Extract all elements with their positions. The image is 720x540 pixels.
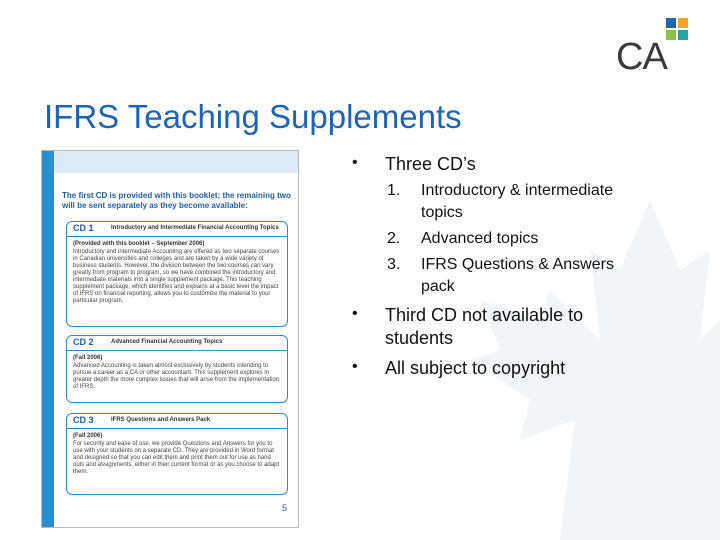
subitem-3-num: 3. bbox=[387, 256, 401, 273]
booklet-intro: The first CD is provided with this booklet; the remaining two will be sent separately as they become available: bbox=[62, 191, 291, 210]
cd1-body: Introductory and intermediate Accounting are offered as two separate courses in Canadian universities and colleges and are taken by a wide variety of business students. However, the division between the two courses can vary greatly from program to program, so we have combined the introductory and intermediate materials into a single supplement package. This teaching supplement package, which identifies and explains at a basic level the impact of IFRS on financial reporting, allows you to customize the material to your particular program. bbox=[73, 249, 280, 304]
cd2-heading: Advanced Financial Accounting Topics bbox=[111, 339, 223, 345]
booklet-top-bar bbox=[54, 151, 298, 173]
cd1-box bbox=[66, 221, 288, 327]
booklet-side-strip bbox=[42, 151, 54, 527]
bullet-2-line-2: students bbox=[385, 328, 454, 348]
bullet-1-text: Three CD’s bbox=[385, 154, 476, 174]
cd3-tag: CD 3 bbox=[73, 415, 94, 425]
cd1-tag: CD 1 bbox=[73, 223, 94, 233]
bullet-3-line-1: All subject to copyright bbox=[385, 358, 566, 378]
bullet-marker: • bbox=[352, 154, 358, 171]
booklet-page-image bbox=[41, 150, 299, 528]
bullet-2-line-1: Third CD not available to bbox=[385, 305, 584, 325]
slide-title: IFRS Teaching Supplements bbox=[44, 98, 462, 135]
cd3-body: For security and ease of use, we provide Questions and Answers for you to use with your students on a separate CD. They are provided in Word format and designed so that you can edit them and print them out for use as hand outs and assignments, either in their current format or as you choose to adapt them. bbox=[73, 441, 280, 475]
subitem-1-num: 1. bbox=[387, 182, 401, 199]
booklet-page-number: 5 bbox=[282, 503, 288, 513]
logo-text: CA bbox=[616, 36, 667, 78]
subitem-2-num: 2. bbox=[387, 230, 401, 247]
bullet-marker: • bbox=[352, 305, 358, 322]
ca-logo bbox=[614, 18, 700, 78]
subitem-1-line-1: Introductory & intermediate bbox=[421, 182, 614, 199]
cd1-sub: (Provided with this booklet – September 2006) bbox=[73, 241, 205, 247]
cd3-sub: (Fall 2006) bbox=[73, 433, 103, 439]
cd1-heading: Introductory and Intermediate Financial Accounting Topics bbox=[111, 225, 279, 231]
subitem-3-line-1: IFRS Questions & Answers bbox=[421, 256, 614, 273]
cd2-sub: (Fall 2006) bbox=[73, 355, 103, 361]
cd2-tag: CD 2 bbox=[73, 337, 94, 347]
subitem-3-line-2: pack bbox=[421, 278, 455, 295]
bullet-marker: • bbox=[352, 358, 358, 375]
subitem-2-line-1: Advanced topics bbox=[421, 230, 539, 247]
cd2-body: Advanced Accounting is taken almost exclusively by students intending to pursue a career as a CA or other accountant. This supplement explores in greater depth the more complex issues that will arise from the implementation of IFRS. bbox=[73, 363, 280, 390]
cd3-box bbox=[66, 413, 288, 495]
subitem-1-line-2: topics bbox=[421, 204, 463, 221]
cd2-box bbox=[66, 335, 288, 403]
cd3-heading: IFRS Questions and Answers Pack bbox=[111, 417, 211, 423]
